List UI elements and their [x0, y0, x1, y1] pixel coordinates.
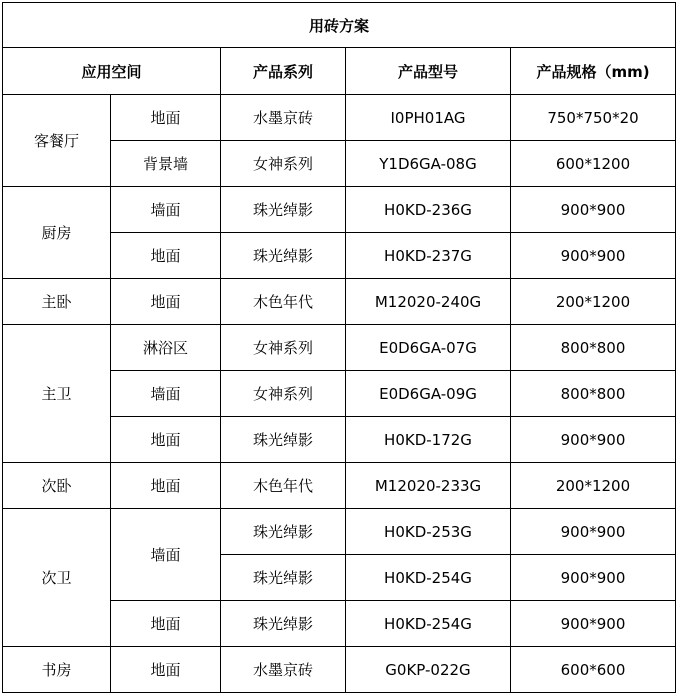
series-cell: 女神系列 [221, 371, 346, 417]
room-name-cell: 次卫 [3, 509, 111, 647]
spec-cell: 600*600 [511, 647, 676, 693]
table-row [3, 187, 676, 233]
series-cell: 珠光绰影 [221, 187, 346, 233]
model-cell: H0KD-236G [346, 187, 511, 233]
series-cell: 珠光绰影 [221, 233, 346, 279]
area-cell: 地面 [111, 233, 221, 279]
model-cell: M12020-240G [346, 279, 511, 325]
table-row [3, 279, 676, 325]
series-cell: 珠光绰影 [221, 509, 346, 555]
spec-cell: 800*800 [511, 371, 676, 417]
area-cell: 地面 [111, 417, 221, 463]
area-cell: 地面 [111, 279, 221, 325]
room-name-cell: 次卧 [3, 463, 111, 509]
spec-cell: 200*1200 [511, 463, 676, 509]
room-name-cell: 客餐厅 [3, 95, 111, 187]
model-cell: H0KD-172G [346, 417, 511, 463]
model-cell: E0D6GA-09G [346, 371, 511, 417]
header-spec: 产品规格（mm) [511, 48, 676, 95]
spec-cell: 750*750*20 [511, 95, 676, 141]
spec-cell: 800*800 [511, 325, 676, 371]
spec-cell: 900*900 [511, 555, 676, 601]
spec-cell: 900*900 [511, 187, 676, 233]
series-cell: 女神系列 [221, 325, 346, 371]
area-cell: 地面 [111, 601, 221, 647]
series-cell: 木色年代 [221, 463, 346, 509]
area-cell: 地面 [111, 463, 221, 509]
title-row [3, 3, 676, 48]
header-space: 应用空间 [3, 48, 221, 95]
series-cell: 水墨京砖 [221, 95, 346, 141]
spec-cell: 900*900 [511, 233, 676, 279]
room-name-cell: 书房 [3, 647, 111, 693]
room-name-cell: 主卫 [3, 325, 111, 463]
table-row [3, 509, 676, 555]
area-cell: 墙面 [111, 509, 221, 601]
area-cell: 地面 [111, 95, 221, 141]
series-cell: 水墨京砖 [221, 647, 346, 693]
area-cell: 淋浴区 [111, 325, 221, 371]
series-cell: 珠光绰影 [221, 601, 346, 647]
room-name-cell: 厨房 [3, 187, 111, 279]
table-row [3, 325, 676, 371]
model-cell: Y1D6GA-08G [346, 141, 511, 187]
header-model: 产品型号 [346, 48, 511, 95]
area-cell: 背景墙 [111, 141, 221, 187]
spec-cell: 900*900 [511, 417, 676, 463]
model-cell: E0D6GA-07G [346, 325, 511, 371]
header-series: 产品系列 [221, 48, 346, 95]
model-cell: H0KD-237G [346, 233, 511, 279]
model-cell: H0KD-253G [346, 509, 511, 555]
table-title: 用砖方案 [3, 3, 676, 48]
series-cell: 珠光绰影 [221, 417, 346, 463]
table-row [3, 95, 676, 141]
table-row [3, 463, 676, 509]
series-cell: 女神系列 [221, 141, 346, 187]
spec-cell: 200*1200 [511, 279, 676, 325]
area-cell: 地面 [111, 647, 221, 693]
model-cell: I0PH01AG [346, 95, 511, 141]
model-cell: G0KP-022G [346, 647, 511, 693]
model-cell: H0KD-254G [346, 555, 511, 601]
series-cell: 木色年代 [221, 279, 346, 325]
header-row [3, 48, 676, 95]
room-name-cell: 主卧 [3, 279, 111, 325]
spec-cell: 900*900 [511, 509, 676, 555]
area-cell: 墙面 [111, 371, 221, 417]
table-row [3, 647, 676, 693]
spec-cell: 900*900 [511, 601, 676, 647]
series-cell: 珠光绰影 [221, 555, 346, 601]
area-cell: 墙面 [111, 187, 221, 233]
model-cell: H0KD-254G [346, 601, 511, 647]
tile-plan-table [2, 2, 676, 693]
spec-cell: 600*1200 [511, 141, 676, 187]
model-cell: M12020-233G [346, 463, 511, 509]
